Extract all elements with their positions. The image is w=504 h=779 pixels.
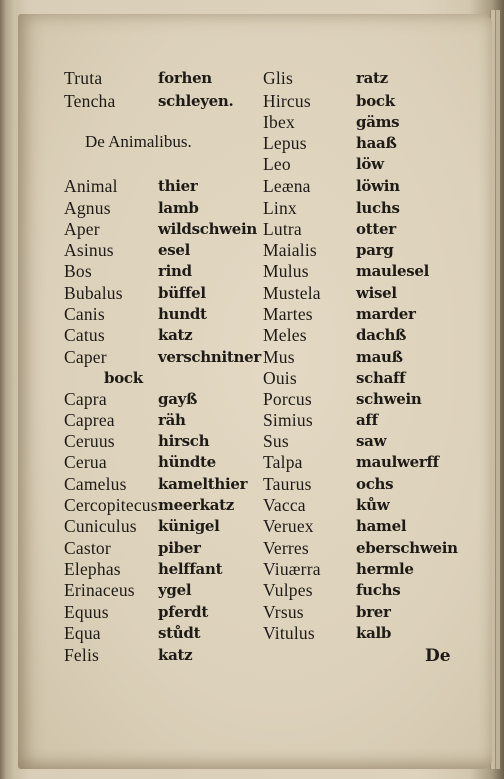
latin-term: Tencha: [64, 91, 116, 111]
latin-term: Ouis: [263, 368, 297, 388]
german-term: esel: [158, 241, 191, 259]
german-term: kalb: [356, 624, 392, 642]
german-term: otter: [356, 220, 396, 238]
latin-term: Glis: [263, 68, 293, 88]
german-term: hermle: [356, 560, 414, 578]
latin-term: Caper: [64, 347, 107, 367]
german-term: bock: [104, 369, 143, 387]
latin-term: Vitulus: [263, 623, 315, 643]
german-term: fuchs: [356, 581, 401, 599]
german-term: haaß: [356, 134, 397, 152]
latin-term: Animal: [64, 176, 118, 196]
german-term: wisel: [356, 284, 397, 302]
latin-term: Ceruus: [64, 431, 115, 451]
german-term: thier: [158, 177, 198, 195]
latin-term: Cercopitecus: [64, 495, 158, 515]
german-term: verschnitner: [158, 348, 261, 366]
latin-term: Truta: [64, 68, 103, 88]
german-term: lamb: [158, 199, 199, 217]
german-term: hirsch: [158, 432, 210, 450]
german-term: ratz: [356, 69, 388, 87]
german-term: luchs: [356, 199, 400, 217]
latin-term: Viuærra: [263, 559, 321, 579]
latin-term: Capra: [64, 389, 107, 409]
german-term: mauß: [356, 348, 403, 366]
german-term: katz: [158, 326, 193, 344]
latin-term: Agnus: [64, 198, 111, 218]
latin-term: Mustela: [263, 283, 321, 303]
latin-term: Aper: [64, 219, 100, 239]
german-term: büffel: [158, 284, 206, 302]
latin-term: Hircus: [263, 91, 311, 111]
latin-term: Erinaceus: [64, 580, 135, 600]
latin-term: Vacca: [263, 495, 306, 515]
latin-term: Felis: [64, 645, 100, 665]
german-term: schleyen.: [158, 92, 234, 110]
latin-term: Equa: [64, 623, 101, 643]
german-term: rind: [158, 262, 192, 280]
german-term: hamel: [356, 517, 407, 535]
german-term: dachß: [356, 326, 407, 344]
german-term: forhen: [158, 69, 212, 87]
german-term: stůdt: [158, 624, 201, 642]
latin-term: Catus: [64, 325, 105, 345]
latin-term: Martes: [263, 304, 313, 324]
german-term: hundt: [158, 305, 207, 323]
latin-term: Caprea: [64, 410, 115, 430]
latin-term: Mulus: [263, 261, 309, 281]
german-term: ochs: [356, 475, 394, 493]
german-term: hündte: [158, 453, 216, 471]
latin-term: Vulpes: [263, 580, 313, 600]
latin-term: Elephas: [64, 559, 121, 579]
latin-term: Asinus: [64, 240, 114, 260]
german-term: künigel: [158, 517, 220, 535]
german-term: schaff: [356, 369, 406, 387]
german-term: eberschwein: [356, 539, 458, 557]
german-term: kůw: [356, 496, 390, 514]
latin-term: Bubalus: [64, 283, 123, 303]
latin-term: Verres: [263, 538, 309, 558]
german-term: räh: [158, 411, 186, 429]
latin-term: Castor: [64, 538, 111, 558]
latin-term: Linx: [263, 198, 297, 218]
german-term: wildschwein: [158, 220, 258, 238]
german-term: maulesel: [356, 262, 430, 280]
german-term: brer: [356, 603, 391, 621]
latin-term: Mus: [263, 347, 295, 367]
latin-term: Equus: [64, 602, 109, 622]
german-term: löw: [356, 155, 384, 173]
german-term: aff: [356, 411, 378, 429]
german-term: meerkatz: [158, 496, 235, 514]
latin-term: Cerua: [64, 452, 107, 472]
german-term: bock: [356, 92, 395, 110]
latin-term: Sus: [263, 431, 289, 451]
german-term: pferdt: [158, 603, 209, 621]
latin-term: Leo: [263, 154, 291, 174]
german-term: löwin: [356, 177, 400, 195]
latin-term: Meles: [263, 325, 307, 345]
latin-term: Vrsus: [263, 602, 304, 622]
german-term: schwein: [356, 390, 422, 408]
latin-term: Leæna: [263, 176, 311, 196]
latin-term: Canis: [64, 304, 105, 324]
latin-term: Veruex: [263, 516, 314, 536]
german-term: kamelthier: [158, 475, 248, 493]
german-term: gayß: [158, 390, 198, 408]
latin-term: Talpa: [263, 452, 303, 472]
german-term: ygel: [158, 581, 192, 599]
german-term: maulwerff: [356, 453, 439, 471]
latin-term: Maialis: [263, 240, 317, 260]
latin-term: Lepus: [263, 133, 307, 153]
german-term: marder: [356, 305, 416, 323]
latin-term: Taurus: [263, 474, 312, 494]
latin-term: Porcus: [263, 389, 312, 409]
catchword: De: [425, 646, 451, 666]
german-term: katz: [158, 646, 193, 664]
german-term: helffant: [158, 560, 223, 578]
section-heading: De Animalibus.: [85, 132, 192, 151]
latin-term: Camelus: [64, 474, 127, 494]
german-term: piber: [158, 539, 201, 557]
latin-term: Ibex: [263, 112, 295, 132]
latin-term: Lutra: [263, 219, 302, 239]
latin-term: Bos: [64, 261, 92, 281]
german-term: gäms: [356, 113, 400, 131]
german-term: parg: [356, 241, 394, 259]
latin-term: Simius: [263, 410, 313, 430]
german-term: saw: [356, 432, 387, 450]
latin-term: Cuniculus: [64, 516, 137, 536]
